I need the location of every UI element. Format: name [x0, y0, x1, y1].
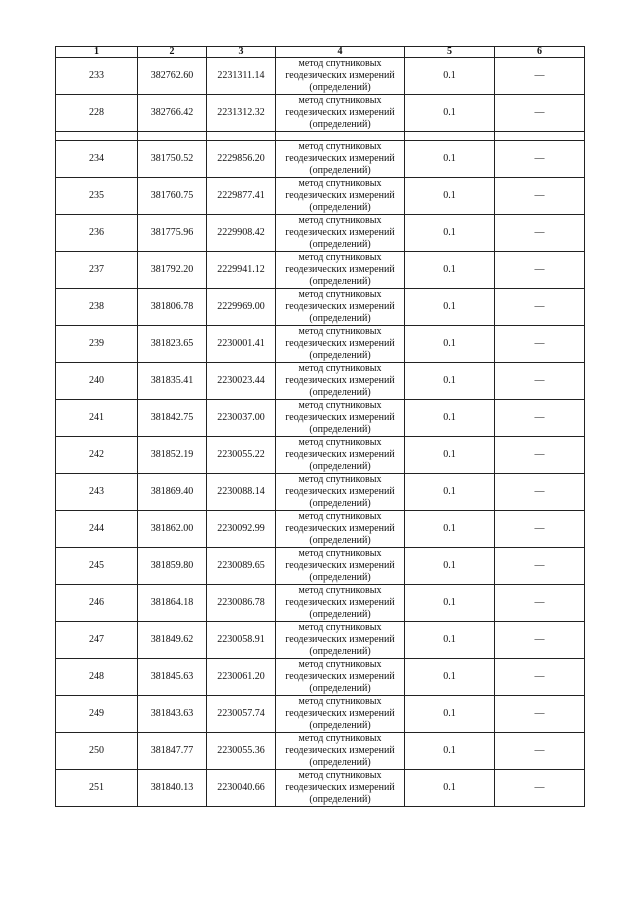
- cell-method: метод спутниковых геодезических измерений (определений): [276, 548, 405, 585]
- cell-accuracy: 0.1: [405, 289, 495, 326]
- cell-method: метод спутниковых геодезических измерений (определений): [276, 363, 405, 400]
- cell-accuracy: 0.1: [405, 733, 495, 770]
- cell-point-number: 248: [56, 659, 138, 696]
- cell-coord-x: 381840.13: [138, 770, 207, 807]
- cell-accuracy: 0.1: [405, 548, 495, 585]
- cell-coord-x: 381775.96: [138, 215, 207, 252]
- table-row: [56, 474, 585, 511]
- cell-point-number: 228: [56, 95, 138, 132]
- empty-cell: [276, 132, 405, 141]
- cell-coord-x: 381792.20: [138, 252, 207, 289]
- cell-point-number: 243: [56, 474, 138, 511]
- cell-accuracy: 0.1: [405, 363, 495, 400]
- cell-note: —: [495, 696, 585, 733]
- cell-accuracy: 0.1: [405, 770, 495, 807]
- cell-note: —: [495, 548, 585, 585]
- header-cell-1: 1: [56, 47, 138, 58]
- header-cell-5: 5: [405, 47, 495, 58]
- cell-coord-x: 381823.65: [138, 326, 207, 363]
- empty-cell: [405, 132, 495, 141]
- cell-coord-x: 381849.62: [138, 622, 207, 659]
- table-row: [56, 95, 585, 132]
- cell-accuracy: 0.1: [405, 474, 495, 511]
- cell-note: —: [495, 58, 585, 95]
- cell-coord-y: 2230001.41: [207, 326, 276, 363]
- table-row: [56, 659, 585, 696]
- cell-method: метод спутниковых геодезических измерений (определений): [276, 659, 405, 696]
- cell-point-number: 246: [56, 585, 138, 622]
- table-row: [56, 141, 585, 178]
- table-row: [56, 585, 585, 622]
- cell-method: метод спутниковых геодезических измерений (определений): [276, 770, 405, 807]
- cell-coord-y: 2230092.99: [207, 511, 276, 548]
- cell-method: метод спутниковых геодезических измерений (определений): [276, 58, 405, 95]
- table-row: [56, 215, 585, 252]
- header-row: [56, 47, 585, 58]
- cell-coord-x: 381859.80: [138, 548, 207, 585]
- cell-note: —: [495, 363, 585, 400]
- table-row: [56, 696, 585, 733]
- cell-note: —: [495, 141, 585, 178]
- cell-accuracy: 0.1: [405, 178, 495, 215]
- table-row: [56, 252, 585, 289]
- cell-point-number: 242: [56, 437, 138, 474]
- cell-point-number: 251: [56, 770, 138, 807]
- cell-point-number: 236: [56, 215, 138, 252]
- table-row: [56, 178, 585, 215]
- table-row: [56, 58, 585, 95]
- cell-note: —: [495, 770, 585, 807]
- cell-coord-y: 2229941.12: [207, 252, 276, 289]
- cell-note: —: [495, 474, 585, 511]
- cell-coord-y: 2230055.36: [207, 733, 276, 770]
- cell-coord-y: 2230088.14: [207, 474, 276, 511]
- cell-note: —: [495, 252, 585, 289]
- cell-note: —: [495, 95, 585, 132]
- cell-note: —: [495, 289, 585, 326]
- cell-point-number: 245: [56, 548, 138, 585]
- cell-method: метод спутниковых геодезических измерений (определений): [276, 141, 405, 178]
- cell-coord-x: 382762.60: [138, 58, 207, 95]
- cell-coord-y: 2230061.20: [207, 659, 276, 696]
- table-row: [56, 622, 585, 659]
- cell-note: —: [495, 585, 585, 622]
- cell-method: метод спутниковых геодезических измерений (определений): [276, 622, 405, 659]
- cell-coord-x: 381835.41: [138, 363, 207, 400]
- cell-method: метод спутниковых геодезических измерений (определений): [276, 252, 405, 289]
- cell-coord-y: 2230089.65: [207, 548, 276, 585]
- cell-note: —: [495, 659, 585, 696]
- cell-note: —: [495, 437, 585, 474]
- cell-note: —: [495, 511, 585, 548]
- table-row: [56, 733, 585, 770]
- cell-accuracy: 0.1: [405, 437, 495, 474]
- cell-accuracy: 0.1: [405, 326, 495, 363]
- cell-coord-x: 381750.52: [138, 141, 207, 178]
- table-row: [56, 511, 585, 548]
- cell-coord-x: 381845.63: [138, 659, 207, 696]
- cell-method: метод спутниковых геодезических измерений (определений): [276, 400, 405, 437]
- cell-point-number: 234: [56, 141, 138, 178]
- cell-coord-x: 382766.42: [138, 95, 207, 132]
- empty-cell: [56, 132, 138, 141]
- cell-coord-y: 2230058.91: [207, 622, 276, 659]
- cell-coord-y: 2231312.32: [207, 95, 276, 132]
- cell-coord-y: 2231311.14: [207, 58, 276, 95]
- cell-accuracy: 0.1: [405, 141, 495, 178]
- cell-point-number: 249: [56, 696, 138, 733]
- cell-method: метод спутниковых геодезических измерений (определений): [276, 178, 405, 215]
- cell-method: метод спутниковых геодезических измерений (определений): [276, 585, 405, 622]
- cell-coord-x: 381847.77: [138, 733, 207, 770]
- cell-point-number: 239: [56, 326, 138, 363]
- cell-coord-y: 2229856.20: [207, 141, 276, 178]
- table-row: [56, 326, 585, 363]
- header-cell-3: 3: [207, 47, 276, 58]
- cell-accuracy: 0.1: [405, 252, 495, 289]
- cell-coord-x: 381806.78: [138, 289, 207, 326]
- cell-note: —: [495, 622, 585, 659]
- empty-cell: [207, 132, 276, 141]
- header-cell-2: 2: [138, 47, 207, 58]
- cell-coord-y: 2229877.41: [207, 178, 276, 215]
- cell-note: —: [495, 215, 585, 252]
- cell-method: метод спутниковых геодезических измерений (определений): [276, 696, 405, 733]
- header-cell-6: 6: [495, 47, 585, 58]
- cell-accuracy: 0.1: [405, 659, 495, 696]
- cell-method: метод спутниковых геодезических измерений (определений): [276, 733, 405, 770]
- cell-coord-y: 2230037.00: [207, 400, 276, 437]
- table-body: [56, 58, 585, 807]
- cell-accuracy: 0.1: [405, 696, 495, 733]
- cell-note: —: [495, 178, 585, 215]
- cell-accuracy: 0.1: [405, 95, 495, 132]
- cell-point-number: 238: [56, 289, 138, 326]
- empty-cell: [138, 132, 207, 141]
- cell-accuracy: 0.1: [405, 622, 495, 659]
- cell-method: метод спутниковых геодезических измерений (определений): [276, 215, 405, 252]
- cell-coord-x: 381760.75: [138, 178, 207, 215]
- cell-method: метод спутниковых геодезических измерений (определений): [276, 289, 405, 326]
- cell-coord-y: 2230086.78: [207, 585, 276, 622]
- cell-point-number: 235: [56, 178, 138, 215]
- cell-coord-x: 381869.40: [138, 474, 207, 511]
- cell-point-number: 233: [56, 58, 138, 95]
- cell-coord-x: 381862.00: [138, 511, 207, 548]
- cell-note: —: [495, 733, 585, 770]
- cell-coord-x: 381864.18: [138, 585, 207, 622]
- cell-coord-y: 2230040.66: [207, 770, 276, 807]
- table-row: [56, 289, 585, 326]
- table-row: [56, 437, 585, 474]
- cell-coord-y: 2230023.44: [207, 363, 276, 400]
- cell-point-number: 237: [56, 252, 138, 289]
- cell-point-number: 247: [56, 622, 138, 659]
- cell-coord-y: 2230057.74: [207, 696, 276, 733]
- header-cell-4: 4: [276, 47, 405, 58]
- cell-coord-x: 381842.75: [138, 400, 207, 437]
- cell-method: метод спутниковых геодезических измерений (определений): [276, 437, 405, 474]
- cell-accuracy: 0.1: [405, 585, 495, 622]
- cell-accuracy: 0.1: [405, 400, 495, 437]
- cell-coord-x: 381852.19: [138, 437, 207, 474]
- cell-accuracy: 0.1: [405, 58, 495, 95]
- cell-accuracy: 0.1: [405, 511, 495, 548]
- cell-point-number: 250: [56, 733, 138, 770]
- cell-coord-x: 381843.63: [138, 696, 207, 733]
- cell-point-number: 240: [56, 363, 138, 400]
- table-row: [56, 363, 585, 400]
- cell-method: метод спутниковых геодезических измерений (определений): [276, 474, 405, 511]
- cell-point-number: 244: [56, 511, 138, 548]
- cell-coord-y: 2229969.00: [207, 289, 276, 326]
- table-row: [56, 770, 585, 807]
- empty-cell: [495, 132, 585, 141]
- table-row: [56, 548, 585, 585]
- cell-method: метод спутниковых геодезических измерений (определений): [276, 511, 405, 548]
- coordinates-table: [55, 46, 585, 807]
- cell-note: —: [495, 400, 585, 437]
- cell-coord-y: 2230055.22: [207, 437, 276, 474]
- cell-note: —: [495, 326, 585, 363]
- table-row: [56, 400, 585, 437]
- cell-point-number: 241: [56, 400, 138, 437]
- separator-row: [56, 132, 585, 141]
- cell-accuracy: 0.1: [405, 215, 495, 252]
- cell-method: метод спутниковых геодезических измерений (определений): [276, 326, 405, 363]
- cell-method: метод спутниковых геодезических измерений (определений): [276, 95, 405, 132]
- cell-coord-y: 2229908.42: [207, 215, 276, 252]
